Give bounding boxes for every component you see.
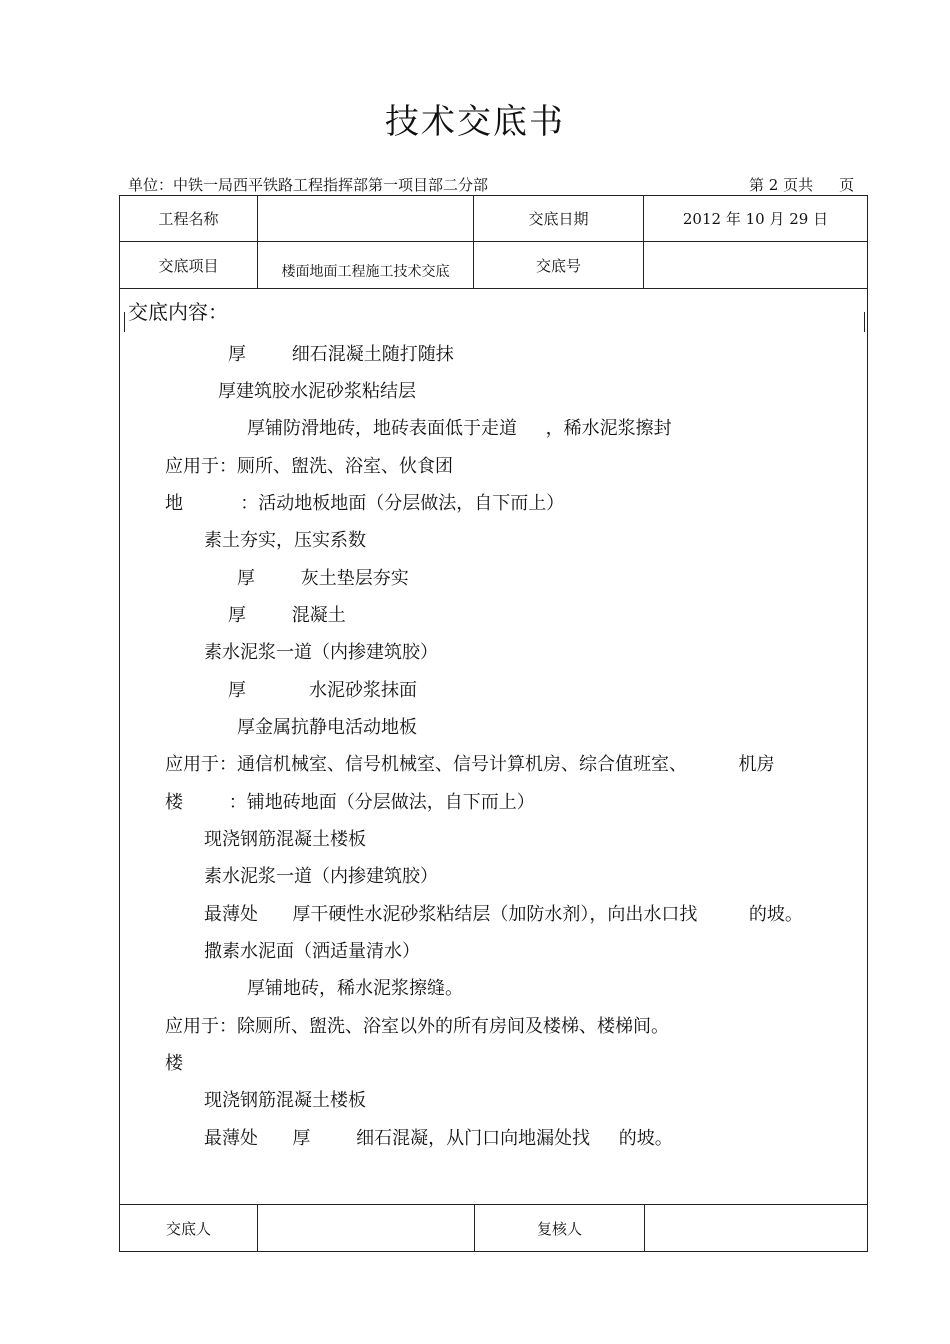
project-name-value (258, 196, 473, 241)
content-line: 现浇钢筋混凝土楼板 (204, 1090, 366, 1111)
content-line: 楼 ：铺地砖地面（分层做法，自下而上） (165, 792, 535, 813)
reviewer-label: 复核人 (536, 1219, 582, 1238)
content-line: 厚 混凝土 (228, 605, 346, 626)
content-line: 素土夯实，压实系数 (204, 530, 366, 551)
content-label: 交底内容： (128, 300, 228, 324)
content-line: 素水泥浆一道（内掺建筑胶） (204, 642, 438, 663)
number-label: 交底号 (535, 256, 581, 275)
presenter-value (258, 1205, 474, 1251)
presenter-label: 交底人 (165, 1219, 211, 1238)
page-indicator (749, 174, 854, 195)
content-line: 应用于：除厕所、盥洗、浴室以外的所有房间及楼梯、楼梯间。 (165, 1016, 669, 1037)
date-label: 交底日期 (528, 210, 589, 228)
project-name-label: 工程名称 (158, 210, 219, 228)
content-line: 厚铺地砖，稀水泥浆擦缝。 (247, 978, 463, 999)
unit-text: 单位：中铁一局西平铁路工程指挥部第一项目部二分部 (128, 176, 489, 194)
content-line: 楼 (165, 1053, 183, 1074)
content-line: 厚建筑胶水泥砂浆粘结层 (218, 381, 416, 402)
content-line: 应用于：通信机械室、信号机械室、信号计算机房、综合值班室、 机房 (165, 754, 775, 775)
tick-mark (124, 312, 125, 332)
reviewer-value (645, 1205, 867, 1251)
page-suffix: 页 (839, 176, 855, 194)
content-line: 现浇钢筋混凝土楼板 (204, 829, 366, 850)
tick-mark (864, 312, 865, 332)
content-line: 地 ：活动地板地面（分层做法，自下而上） (165, 493, 565, 514)
number-value (644, 242, 867, 288)
content-line: 应用于：厕所、盥洗、浴室、伙食团 (165, 456, 453, 477)
content-line: 厚铺防滑地砖，地砖表面低于走道 ，稀水泥浆擦封 (247, 418, 672, 439)
row-divider (119, 288, 868, 289)
content-line: 素水泥浆一道（内掺建筑胶） (204, 866, 438, 887)
document-title: 技术交底书 (385, 102, 565, 142)
content-line: 厚 灰土垫层夯实 (237, 568, 409, 589)
content-line: 最薄处 厚 细石混凝，从门口向地漏处找 的坡。 (204, 1128, 673, 1149)
item-label: 交底项目 (158, 256, 219, 275)
content-line: 厚 水泥砂浆抹面 (228, 680, 417, 701)
content-line: 撒素水泥面（洒适量清水） (204, 941, 420, 962)
item-value: 楼面地面工程施工技术交底 (281, 264, 450, 280)
page-prefix: 第 2 页共 (749, 176, 814, 194)
content-line: 厚 细石混凝土随打随抹 (228, 344, 454, 365)
content-line: 最薄处 厚干硬性水泥砂浆粘结层（加防水剂），向出水口找 的坡。 (204, 904, 803, 925)
content-line: 厚金属抗静电活动地板 (237, 717, 417, 738)
date-value: 2012 年 10 月 29 日 (682, 210, 829, 228)
